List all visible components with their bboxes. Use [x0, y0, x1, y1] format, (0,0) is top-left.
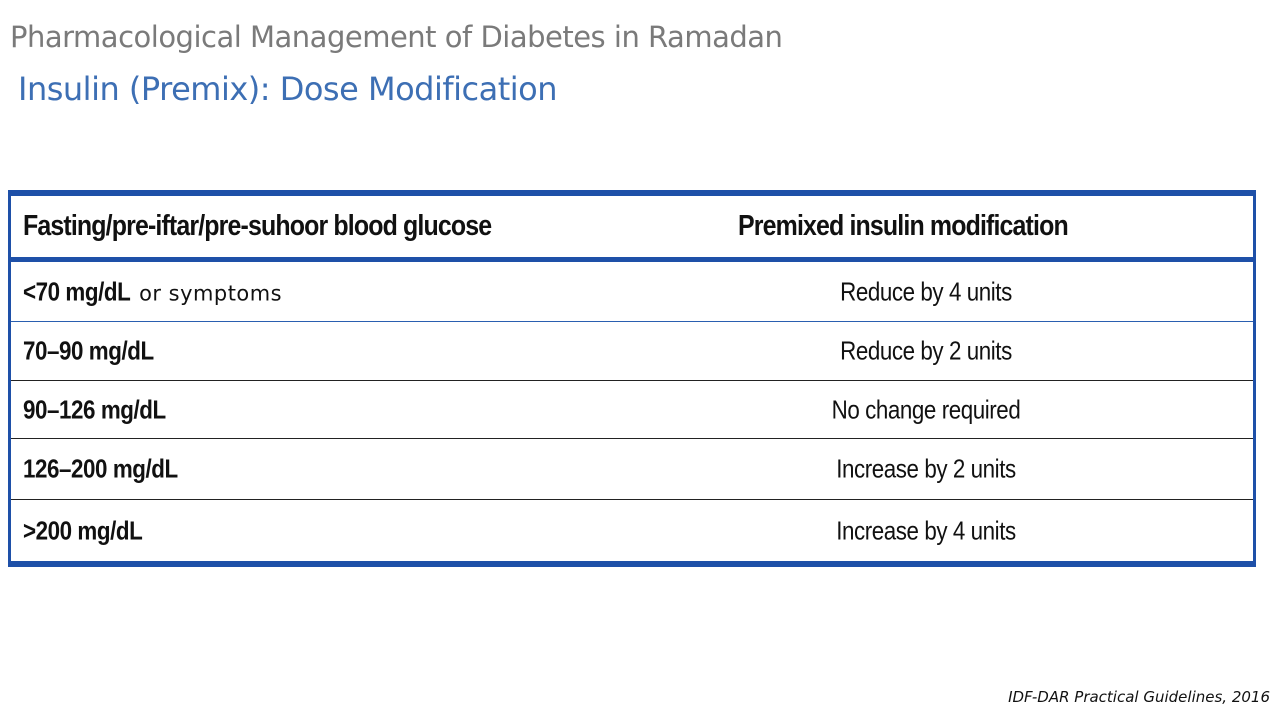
glucose-cell: >200 mg/dL — [23, 515, 143, 545]
glucose-suffix: or symptoms — [138, 281, 282, 305]
citation: IDF-DAR Practical Guidelines, 2016 — [1008, 688, 1270, 706]
table-row — [11, 439, 1253, 500]
table-row — [11, 381, 1253, 439]
modification-cell: Reduce by 4 units — [840, 276, 1012, 306]
modification-cell: No change required — [831, 394, 1021, 424]
table-row — [11, 262, 1253, 322]
modification-cell: Reduce by 2 units — [840, 335, 1012, 366]
table-row — [11, 322, 1253, 381]
glucose-value: <70 mg/dL — [23, 276, 131, 306]
glucose-cell — [23, 276, 282, 307]
table-row — [11, 500, 1253, 561]
slide-subtitle: Insulin (Premix): Dose Modification — [18, 70, 557, 108]
table-header-row — [11, 196, 1253, 262]
column-header-glucose: Fasting/pre-iftar/pre-suhoor blood glucose — [23, 210, 492, 242]
glucose-cell: 90–126 mg/dL — [23, 394, 166, 424]
glucose-cell: 126–200 mg/dL — [23, 453, 178, 484]
glucose-cell: 70–90 mg/dL — [23, 335, 154, 366]
modification-cell: Increase by 2 units — [836, 453, 1016, 484]
modification-cell: Increase by 4 units — [836, 515, 1016, 545]
column-header-modification: Premixed insulin modification — [738, 210, 1068, 242]
slide-title: Pharmacological Management of Diabetes in Ramadan — [10, 20, 783, 54]
dose-modification-table — [8, 190, 1256, 567]
